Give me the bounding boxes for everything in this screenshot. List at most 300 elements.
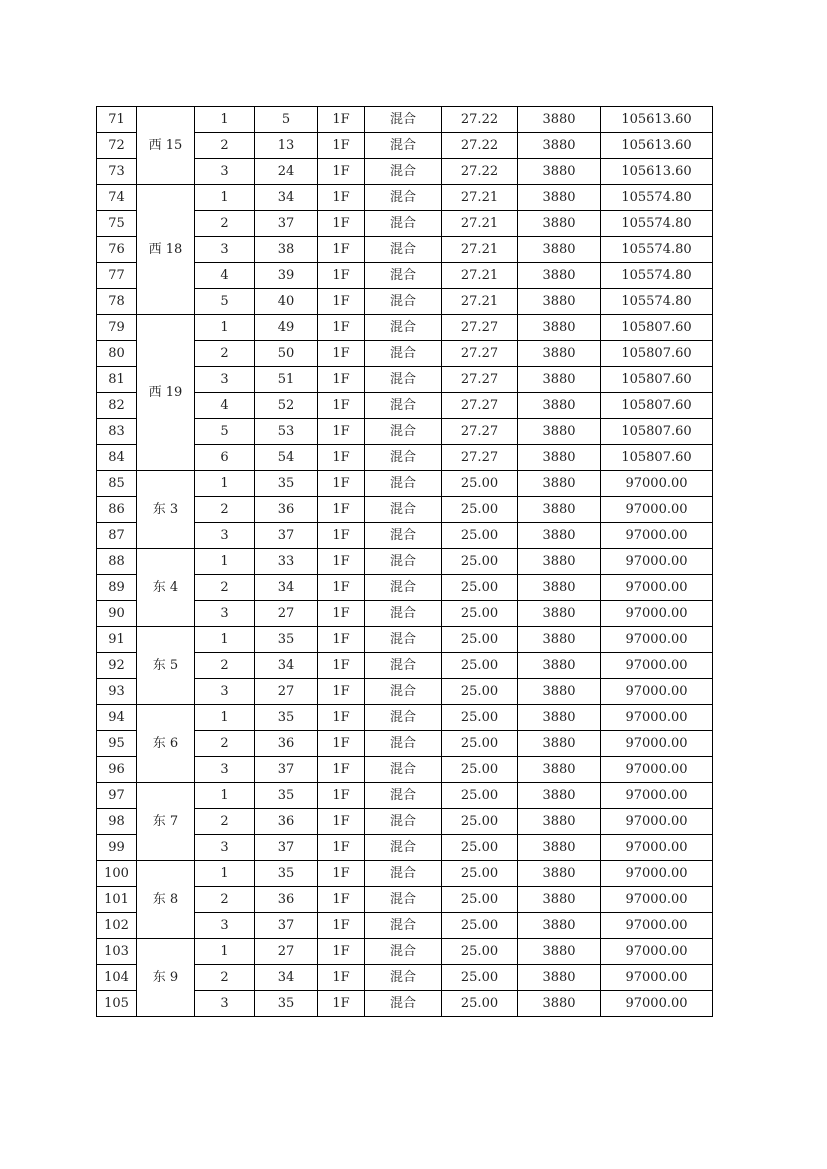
floor-cell: 1F (318, 523, 365, 549)
area-cell: 27.21 (442, 211, 518, 237)
type-cell: 混合 (365, 575, 442, 601)
room-cell: 13 (255, 133, 318, 159)
table-row (97, 627, 713, 653)
floor-cell: 1F (318, 679, 365, 705)
total-cell: 97000.00 (601, 939, 713, 965)
floor-cell: 1F (318, 965, 365, 991)
table-row (97, 107, 713, 133)
price-cell: 3880 (518, 549, 601, 575)
type-cell: 混合 (365, 185, 442, 211)
total-cell: 105613.60 (601, 159, 713, 185)
area-cell: 25.00 (442, 497, 518, 523)
floor-cell: 1F (318, 107, 365, 133)
seq-cell: 82 (97, 393, 137, 419)
room-cell: 53 (255, 419, 318, 445)
seq-cell: 102 (97, 913, 137, 939)
room-cell: 50 (255, 341, 318, 367)
seq-cell: 87 (97, 523, 137, 549)
unit-cell: 2 (195, 497, 255, 523)
seq-cell: 80 (97, 341, 137, 367)
type-cell: 混合 (365, 393, 442, 419)
price-cell: 3880 (518, 159, 601, 185)
price-cell: 3880 (518, 237, 601, 263)
type-cell: 混合 (365, 445, 442, 471)
room-cell: 34 (255, 653, 318, 679)
seq-cell: 98 (97, 809, 137, 835)
group-cell: 东 4 (137, 549, 195, 627)
type-cell: 混合 (365, 419, 442, 445)
seq-cell: 104 (97, 965, 137, 991)
room-cell: 37 (255, 835, 318, 861)
room-cell: 35 (255, 705, 318, 731)
price-cell: 3880 (518, 731, 601, 757)
seq-cell: 99 (97, 835, 137, 861)
seq-cell: 86 (97, 497, 137, 523)
floor-cell: 1F (318, 601, 365, 627)
unit-cell: 2 (195, 809, 255, 835)
type-cell: 混合 (365, 653, 442, 679)
area-cell: 27.27 (442, 393, 518, 419)
area-cell: 25.00 (442, 679, 518, 705)
group-cell: 东 3 (137, 471, 195, 549)
room-cell: 34 (255, 965, 318, 991)
unit-cell: 1 (195, 185, 255, 211)
total-cell: 105807.60 (601, 341, 713, 367)
room-cell: 27 (255, 679, 318, 705)
type-cell: 混合 (365, 887, 442, 913)
room-cell: 51 (255, 367, 318, 393)
seq-cell: 88 (97, 549, 137, 575)
total-cell: 97000.00 (601, 575, 713, 601)
total-cell: 105807.60 (601, 315, 713, 341)
room-cell: 35 (255, 861, 318, 887)
type-cell: 混合 (365, 549, 442, 575)
type-cell: 混合 (365, 107, 442, 133)
price-cell: 3880 (518, 653, 601, 679)
room-cell: 37 (255, 211, 318, 237)
floor-cell: 1F (318, 913, 365, 939)
room-cell: 35 (255, 471, 318, 497)
seq-cell: 93 (97, 679, 137, 705)
floor-cell: 1F (318, 783, 365, 809)
price-cell: 3880 (518, 627, 601, 653)
group-cell: 西 18 (137, 185, 195, 315)
seq-cell: 77 (97, 263, 137, 289)
total-cell: 97000.00 (601, 679, 713, 705)
total-cell: 97000.00 (601, 835, 713, 861)
area-cell: 27.21 (442, 185, 518, 211)
table-row (97, 705, 713, 731)
room-cell: 36 (255, 809, 318, 835)
price-cell: 3880 (518, 471, 601, 497)
seq-cell: 83 (97, 419, 137, 445)
floor-cell: 1F (318, 263, 365, 289)
price-cell: 3880 (518, 341, 601, 367)
price-cell: 3880 (518, 523, 601, 549)
floor-cell: 1F (318, 211, 365, 237)
floor-cell: 1F (318, 185, 365, 211)
type-cell: 混合 (365, 471, 442, 497)
total-cell: 105574.80 (601, 185, 713, 211)
floor-cell: 1F (318, 757, 365, 783)
total-cell: 97000.00 (601, 471, 713, 497)
total-cell: 97000.00 (601, 653, 713, 679)
unit-cell: 4 (195, 263, 255, 289)
unit-cell: 3 (195, 913, 255, 939)
type-cell: 混合 (365, 809, 442, 835)
price-cell: 3880 (518, 757, 601, 783)
room-cell: 35 (255, 627, 318, 653)
table-body (97, 107, 713, 1017)
room-cell: 39 (255, 263, 318, 289)
room-cell: 36 (255, 497, 318, 523)
area-cell: 25.00 (442, 991, 518, 1017)
floor-cell: 1F (318, 549, 365, 575)
room-cell: 49 (255, 315, 318, 341)
table-row (97, 783, 713, 809)
price-cell: 3880 (518, 393, 601, 419)
unit-cell: 3 (195, 757, 255, 783)
unit-cell: 2 (195, 133, 255, 159)
price-cell: 3880 (518, 575, 601, 601)
seq-cell: 101 (97, 887, 137, 913)
seq-cell: 79 (97, 315, 137, 341)
area-cell: 25.00 (442, 809, 518, 835)
floor-cell: 1F (318, 627, 365, 653)
seq-cell: 90 (97, 601, 137, 627)
seq-cell: 85 (97, 471, 137, 497)
type-cell: 混合 (365, 757, 442, 783)
total-cell: 105574.80 (601, 263, 713, 289)
type-cell: 混合 (365, 497, 442, 523)
type-cell: 混合 (365, 939, 442, 965)
room-cell: 35 (255, 991, 318, 1017)
total-cell: 105807.60 (601, 393, 713, 419)
type-cell: 混合 (365, 705, 442, 731)
room-cell: 54 (255, 445, 318, 471)
area-cell: 25.00 (442, 887, 518, 913)
area-cell: 27.21 (442, 263, 518, 289)
price-cell: 3880 (518, 809, 601, 835)
area-cell: 25.00 (442, 627, 518, 653)
room-cell: 37 (255, 913, 318, 939)
total-cell: 105613.60 (601, 107, 713, 133)
seq-cell: 103 (97, 939, 137, 965)
seq-cell: 75 (97, 211, 137, 237)
type-cell: 混合 (365, 601, 442, 627)
floor-cell: 1F (318, 887, 365, 913)
total-cell: 97000.00 (601, 991, 713, 1017)
total-cell: 97000.00 (601, 731, 713, 757)
type-cell: 混合 (365, 523, 442, 549)
group-cell: 东 5 (137, 627, 195, 705)
area-cell: 25.00 (442, 575, 518, 601)
price-cell: 3880 (518, 289, 601, 315)
total-cell: 97000.00 (601, 809, 713, 835)
type-cell: 混合 (365, 367, 442, 393)
area-cell: 27.27 (442, 445, 518, 471)
price-cell: 3880 (518, 601, 601, 627)
room-cell: 37 (255, 523, 318, 549)
floor-cell: 1F (318, 315, 365, 341)
area-cell: 27.22 (442, 107, 518, 133)
total-cell: 97000.00 (601, 705, 713, 731)
price-cell: 3880 (518, 263, 601, 289)
total-cell: 97000.00 (601, 549, 713, 575)
type-cell: 混合 (365, 263, 442, 289)
room-cell: 36 (255, 731, 318, 757)
area-cell: 25.00 (442, 861, 518, 887)
room-cell: 34 (255, 575, 318, 601)
total-cell: 105574.80 (601, 211, 713, 237)
total-cell: 105807.60 (601, 445, 713, 471)
type-cell: 混合 (365, 133, 442, 159)
price-cell: 3880 (518, 705, 601, 731)
room-cell: 35 (255, 783, 318, 809)
room-cell: 24 (255, 159, 318, 185)
total-cell: 105807.60 (601, 419, 713, 445)
seq-cell: 97 (97, 783, 137, 809)
total-cell: 97000.00 (601, 497, 713, 523)
floor-cell: 1F (318, 393, 365, 419)
unit-cell: 2 (195, 887, 255, 913)
unit-cell: 2 (195, 731, 255, 757)
total-cell: 97000.00 (601, 861, 713, 887)
price-cell: 3880 (518, 497, 601, 523)
table-row (97, 315, 713, 341)
table-row (97, 471, 713, 497)
room-cell: 38 (255, 237, 318, 263)
price-cell: 3880 (518, 835, 601, 861)
area-cell: 25.00 (442, 835, 518, 861)
total-cell: 105613.60 (601, 133, 713, 159)
unit-cell: 4 (195, 393, 255, 419)
type-cell: 混合 (365, 991, 442, 1017)
unit-cell: 3 (195, 679, 255, 705)
room-cell: 27 (255, 939, 318, 965)
area-cell: 25.00 (442, 523, 518, 549)
price-cell: 3880 (518, 445, 601, 471)
group-cell: 东 6 (137, 705, 195, 783)
total-cell: 97000.00 (601, 757, 713, 783)
data-table (96, 106, 713, 1017)
total-cell: 97000.00 (601, 523, 713, 549)
total-cell: 105574.80 (601, 289, 713, 315)
area-cell: 25.00 (442, 731, 518, 757)
seq-cell: 95 (97, 731, 137, 757)
room-cell: 36 (255, 887, 318, 913)
table-row (97, 185, 713, 211)
price-cell: 3880 (518, 419, 601, 445)
floor-cell: 1F (318, 133, 365, 159)
unit-cell: 1 (195, 783, 255, 809)
seq-cell: 92 (97, 653, 137, 679)
seq-cell: 100 (97, 861, 137, 887)
unit-cell: 2 (195, 653, 255, 679)
floor-cell: 1F (318, 419, 365, 445)
floor-cell: 1F (318, 835, 365, 861)
seq-cell: 72 (97, 133, 137, 159)
unit-cell: 1 (195, 107, 255, 133)
floor-cell: 1F (318, 939, 365, 965)
seq-cell: 73 (97, 159, 137, 185)
total-cell: 105574.80 (601, 237, 713, 263)
type-cell: 混合 (365, 289, 442, 315)
area-cell: 25.00 (442, 549, 518, 575)
type-cell: 混合 (365, 965, 442, 991)
price-cell: 3880 (518, 315, 601, 341)
seq-cell: 78 (97, 289, 137, 315)
group-cell: 西 15 (137, 107, 195, 185)
room-cell: 33 (255, 549, 318, 575)
group-cell: 东 8 (137, 861, 195, 939)
floor-cell: 1F (318, 341, 365, 367)
floor-cell: 1F (318, 809, 365, 835)
area-cell: 25.00 (442, 783, 518, 809)
area-cell: 25.00 (442, 471, 518, 497)
unit-cell: 1 (195, 939, 255, 965)
total-cell: 97000.00 (601, 887, 713, 913)
total-cell: 97000.00 (601, 601, 713, 627)
price-cell: 3880 (518, 965, 601, 991)
unit-cell: 3 (195, 991, 255, 1017)
price-cell: 3880 (518, 107, 601, 133)
seq-cell: 89 (97, 575, 137, 601)
room-cell: 27 (255, 601, 318, 627)
unit-cell: 1 (195, 627, 255, 653)
floor-cell: 1F (318, 497, 365, 523)
unit-cell: 3 (195, 237, 255, 263)
table-row (97, 549, 713, 575)
floor-cell: 1F (318, 237, 365, 263)
type-cell: 混合 (365, 679, 442, 705)
price-cell: 3880 (518, 367, 601, 393)
unit-cell: 2 (195, 965, 255, 991)
type-cell: 混合 (365, 315, 442, 341)
type-cell: 混合 (365, 913, 442, 939)
unit-cell: 6 (195, 445, 255, 471)
unit-cell: 1 (195, 471, 255, 497)
floor-cell: 1F (318, 731, 365, 757)
table-row (97, 939, 713, 965)
seq-cell: 81 (97, 367, 137, 393)
price-cell: 3880 (518, 783, 601, 809)
group-cell: 东 7 (137, 783, 195, 861)
seq-cell: 91 (97, 627, 137, 653)
unit-cell: 3 (195, 601, 255, 627)
area-cell: 25.00 (442, 939, 518, 965)
floor-cell: 1F (318, 159, 365, 185)
room-cell: 34 (255, 185, 318, 211)
unit-cell: 2 (195, 575, 255, 601)
area-cell: 27.27 (442, 367, 518, 393)
price-cell: 3880 (518, 679, 601, 705)
area-cell: 25.00 (442, 653, 518, 679)
area-cell: 27.21 (442, 289, 518, 315)
type-cell: 混合 (365, 341, 442, 367)
area-cell: 27.22 (442, 133, 518, 159)
type-cell: 混合 (365, 237, 442, 263)
table-row (97, 861, 713, 887)
unit-cell: 3 (195, 367, 255, 393)
total-cell: 97000.00 (601, 783, 713, 809)
floor-cell: 1F (318, 471, 365, 497)
type-cell: 混合 (365, 731, 442, 757)
unit-cell: 1 (195, 549, 255, 575)
price-cell: 3880 (518, 861, 601, 887)
unit-cell: 1 (195, 705, 255, 731)
unit-cell: 1 (195, 315, 255, 341)
unit-cell: 1 (195, 861, 255, 887)
room-cell: 37 (255, 757, 318, 783)
type-cell: 混合 (365, 159, 442, 185)
room-cell: 5 (255, 107, 318, 133)
area-cell: 27.22 (442, 159, 518, 185)
floor-cell: 1F (318, 861, 365, 887)
floor-cell: 1F (318, 445, 365, 471)
area-cell: 25.00 (442, 705, 518, 731)
floor-cell: 1F (318, 705, 365, 731)
type-cell: 混合 (365, 627, 442, 653)
unit-cell: 3 (195, 523, 255, 549)
seq-cell: 71 (97, 107, 137, 133)
unit-cell: 2 (195, 211, 255, 237)
price-cell: 3880 (518, 913, 601, 939)
floor-cell: 1F (318, 289, 365, 315)
floor-cell: 1F (318, 575, 365, 601)
unit-cell: 3 (195, 835, 255, 861)
area-cell: 27.27 (442, 419, 518, 445)
area-cell: 25.00 (442, 601, 518, 627)
seq-cell: 76 (97, 237, 137, 263)
seq-cell: 96 (97, 757, 137, 783)
unit-cell: 5 (195, 419, 255, 445)
unit-cell: 2 (195, 341, 255, 367)
total-cell: 97000.00 (601, 627, 713, 653)
seq-cell: 94 (97, 705, 137, 731)
total-cell: 97000.00 (601, 913, 713, 939)
seq-cell: 74 (97, 185, 137, 211)
area-cell: 27.21 (442, 237, 518, 263)
type-cell: 混合 (365, 783, 442, 809)
area-cell: 25.00 (442, 913, 518, 939)
area-cell: 25.00 (442, 757, 518, 783)
seq-cell: 105 (97, 991, 137, 1017)
type-cell: 混合 (365, 835, 442, 861)
price-cell: 3880 (518, 887, 601, 913)
unit-cell: 3 (195, 159, 255, 185)
area-cell: 27.27 (442, 315, 518, 341)
area-cell: 25.00 (442, 965, 518, 991)
floor-cell: 1F (318, 367, 365, 393)
total-cell: 97000.00 (601, 965, 713, 991)
price-cell: 3880 (518, 211, 601, 237)
unit-cell: 5 (195, 289, 255, 315)
price-cell: 3880 (518, 991, 601, 1017)
group-cell: 西 19 (137, 315, 195, 471)
type-cell: 混合 (365, 211, 442, 237)
room-cell: 52 (255, 393, 318, 419)
floor-cell: 1F (318, 991, 365, 1017)
room-cell: 40 (255, 289, 318, 315)
floor-cell: 1F (318, 653, 365, 679)
type-cell: 混合 (365, 861, 442, 887)
group-cell: 东 9 (137, 939, 195, 1017)
price-cell: 3880 (518, 185, 601, 211)
area-cell: 27.27 (442, 341, 518, 367)
price-cell: 3880 (518, 133, 601, 159)
seq-cell: 84 (97, 445, 137, 471)
